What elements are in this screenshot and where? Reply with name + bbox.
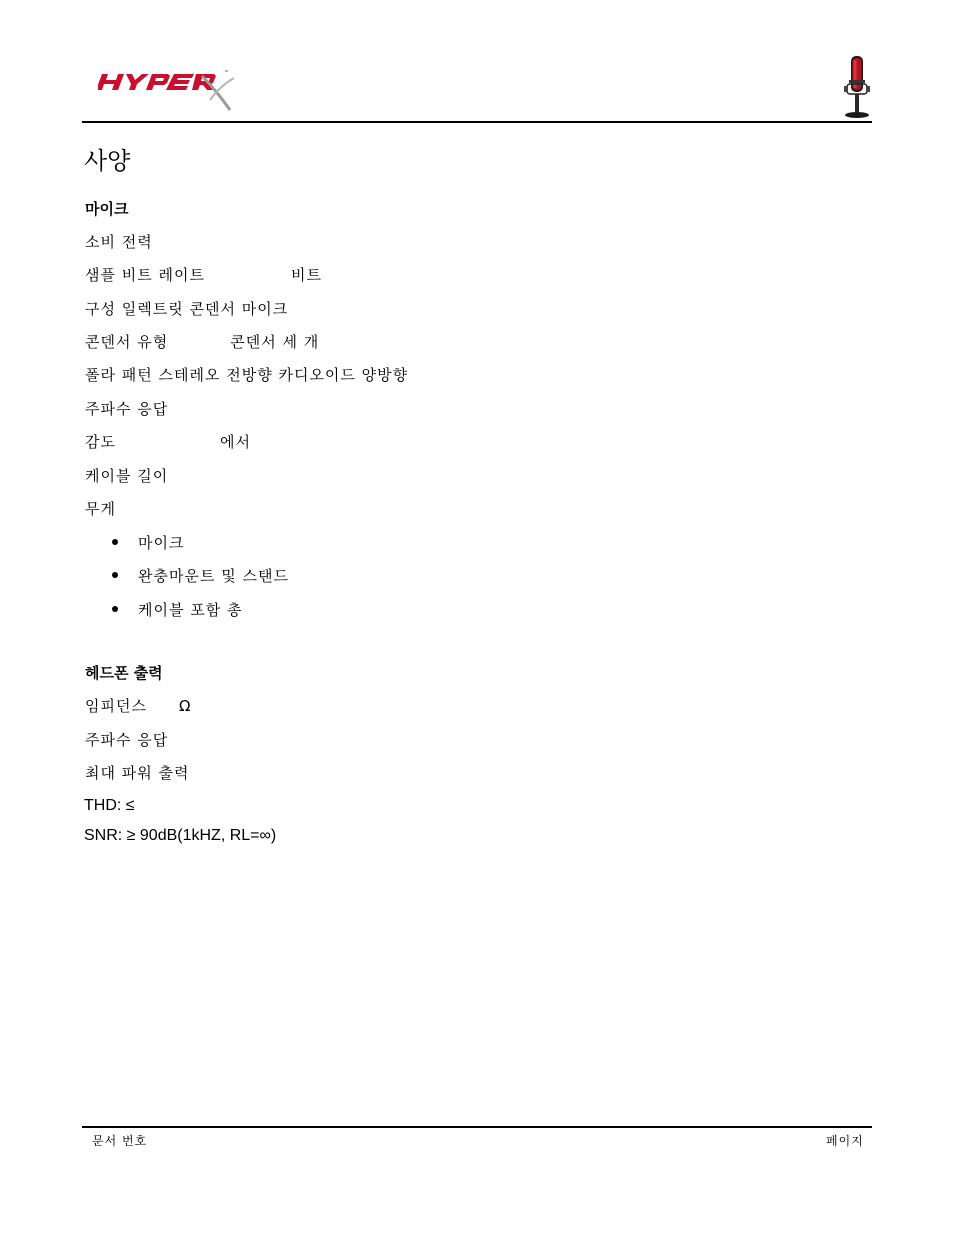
hyperx-logo (98, 66, 234, 112)
list-item (112, 566, 289, 586)
svg-text:™: ™ (224, 70, 229, 76)
bullet-icon (112, 539, 118, 545)
footer-rule (82, 1126, 872, 1128)
header-rule (82, 121, 872, 123)
spec-snr: SNR: ≥ 90dB(1kHZ, RL=∞) (84, 827, 277, 844)
spec-headphone-frequency: 주파수 응답 (85, 731, 169, 749)
condenser-microphone-icon (840, 54, 874, 120)
page-title: 사양 (84, 147, 131, 175)
spec-capsule-label: 콘덴서 유형 (85, 333, 169, 351)
weight-item-mic: 마이크 (138, 534, 185, 552)
spec-weight: 무게 (85, 500, 116, 518)
bullet-icon (112, 572, 118, 578)
spec-sensitivity-label: 감도 (85, 433, 116, 451)
spec-power: 소비 전력 (85, 233, 153, 251)
footer-page: 페이지 (826, 1134, 864, 1148)
spec-cable-length: 케이블 길이 (85, 467, 169, 485)
spec-sample-rate-unit: 비트 (290, 266, 322, 284)
weight-item-stand: 완충마운트 및 스탠드 (138, 567, 289, 585)
bullet-icon (112, 606, 118, 612)
spec-impedance (85, 696, 191, 716)
section-heading-headphone: 헤드폰 출력 (85, 664, 163, 682)
footer-document-number: 문서 번호 (92, 1134, 148, 1148)
list-item (112, 600, 242, 620)
spec-impedance-unit: Ω (178, 697, 192, 715)
spec-sensitivity (85, 432, 251, 452)
spec-polar-pattern: 폴라 패턴 스테레오 전방향 카디오이드 양방향 (85, 366, 409, 384)
spec-sensitivity-suffix: 에서 (219, 433, 251, 451)
spec-element: 구성 일렉트릿 콘덴서 마이크 (85, 300, 289, 318)
spec-capsule (85, 332, 319, 352)
spec-max-power: 최대 파워 출력 (85, 764, 190, 782)
spec-sample-rate-label: 샘플 비트 레이트 (85, 266, 205, 284)
list-item (112, 533, 184, 553)
spec-impedance-label: 임피던스 (85, 697, 147, 715)
spec-thd: THD: ≤ (84, 797, 135, 814)
weight-item-total: 케이블 포함 총 (138, 601, 243, 619)
spec-capsule-value: 콘덴서 세 개 (230, 333, 320, 351)
spec-frequency-response: 주파수 응답 (85, 400, 169, 418)
section-heading-microphone: 마이크 (85, 200, 129, 218)
spec-sample-rate (85, 265, 322, 285)
